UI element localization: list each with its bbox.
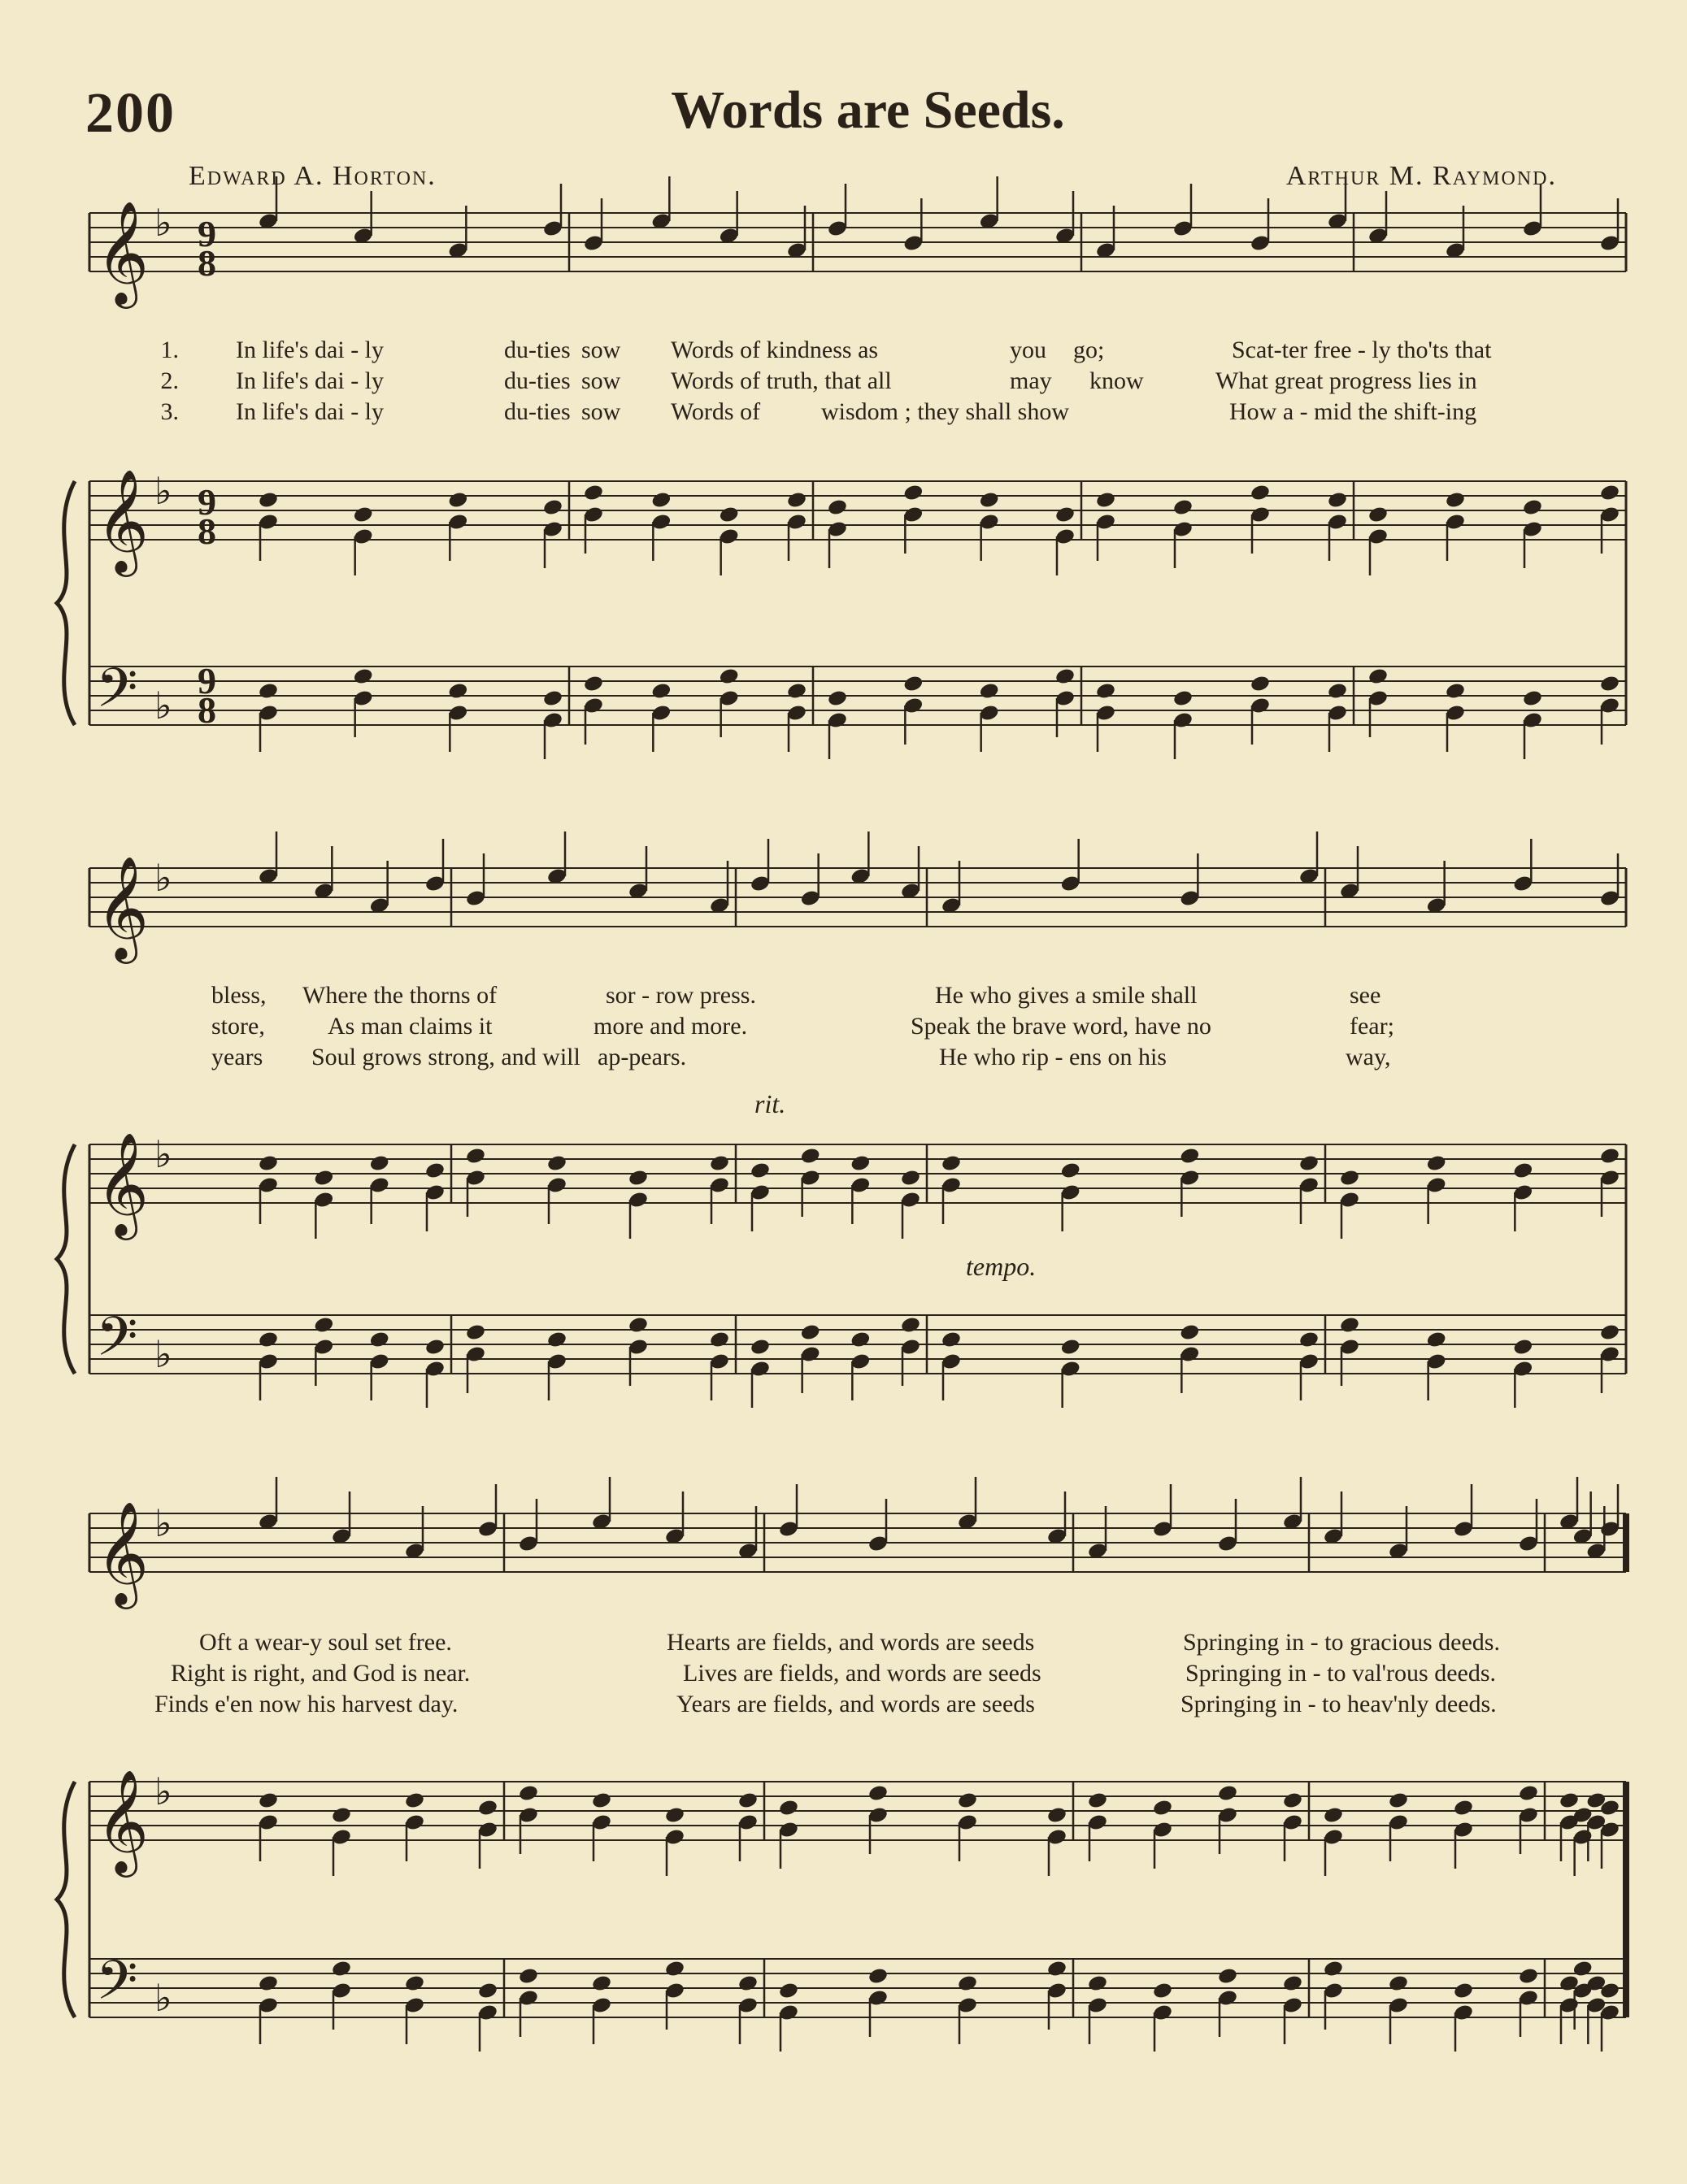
note-head bbox=[650, 682, 672, 701]
note-head bbox=[258, 1974, 279, 1993]
note-head bbox=[750, 1338, 771, 1357]
treble-clef-icon: 𝄞 bbox=[96, 468, 150, 572]
note-heads bbox=[258, 176, 1620, 2052]
note-head bbox=[1522, 689, 1543, 708]
lyric-segment: What great progress lies in bbox=[1215, 367, 1477, 394]
verse-3-line bbox=[154, 1689, 1634, 1720]
brace bbox=[57, 1144, 75, 1374]
note-head bbox=[258, 1331, 279, 1349]
note-head bbox=[709, 1331, 730, 1349]
lyric-segment: Right is right, and God is near. bbox=[171, 1660, 471, 1687]
note-head bbox=[1095, 682, 1116, 701]
note-head bbox=[1388, 1974, 1409, 1993]
flat-icon: ♭ bbox=[154, 471, 172, 512]
verse-1-line bbox=[211, 980, 1480, 1011]
note-head bbox=[628, 1169, 649, 1188]
lyric-segment: In life's dai - ly bbox=[236, 398, 385, 425]
note-head bbox=[331, 1960, 352, 1978]
note-head bbox=[1087, 1974, 1108, 1993]
time-sig-top: 9 bbox=[198, 481, 216, 523]
time-sig-bottom: 8 bbox=[198, 242, 216, 284]
note-head bbox=[1518, 1784, 1539, 1803]
lyric-segment: may bbox=[1010, 367, 1052, 394]
lyric-segment: Where the thorns of bbox=[302, 982, 498, 1009]
lyric-segment: see bbox=[1350, 982, 1381, 1009]
lyric-segment: Scat-ter free - ly tho'ts that bbox=[1232, 337, 1492, 363]
note-head bbox=[1512, 1161, 1533, 1180]
clefs bbox=[96, 200, 172, 2025]
note-head bbox=[1327, 682, 1348, 701]
system-3-lyrics bbox=[154, 1627, 1634, 1720]
lyric-segment: go; bbox=[1073, 337, 1105, 363]
lyric-segment: Years are fields, and words are seeds bbox=[676, 1691, 1035, 1717]
lyric-segment: du-ties bbox=[504, 337, 571, 363]
lyric-segment: more and more. bbox=[593, 1013, 748, 1040]
note-head bbox=[1388, 1791, 1409, 1810]
time-signature-bass bbox=[198, 660, 216, 731]
treble-clef-icon: 𝄞 bbox=[96, 200, 150, 304]
note-head bbox=[1179, 1323, 1200, 1342]
note-head bbox=[628, 1316, 649, 1335]
lyric-segment: Lives are fields, and words are seeds bbox=[683, 1660, 1041, 1687]
note-head bbox=[1367, 667, 1389, 686]
note-head bbox=[1250, 484, 1271, 502]
treble-clef-icon: 𝄞 bbox=[96, 1131, 150, 1235]
lyric-segment: years bbox=[211, 1044, 263, 1070]
bass-clef-icon: 𝄢 bbox=[96, 657, 138, 732]
note-head bbox=[465, 1147, 486, 1166]
note-head bbox=[1095, 491, 1116, 510]
note-head bbox=[1179, 1147, 1200, 1166]
page-number: 200 bbox=[85, 82, 176, 145]
note-head bbox=[1339, 1169, 1360, 1188]
lyric-segment: sor - row press. bbox=[606, 982, 756, 1009]
lyric-segment: As man claims it bbox=[328, 1013, 493, 1040]
system-1-lyrics bbox=[160, 335, 1618, 428]
note-head bbox=[664, 1806, 685, 1825]
note-head bbox=[900, 1316, 921, 1335]
note-head bbox=[1046, 1806, 1067, 1825]
note-head bbox=[900, 1169, 921, 1188]
note-head bbox=[786, 491, 807, 510]
note-head bbox=[353, 667, 374, 686]
flat-icon: ♭ bbox=[154, 685, 172, 727]
note-head bbox=[1599, 1147, 1620, 1166]
note-head bbox=[1518, 1967, 1539, 1986]
verse-number: 2. bbox=[160, 367, 179, 394]
rit-marking: rit. bbox=[754, 1089, 786, 1118]
note-head bbox=[800, 1147, 821, 1166]
lyric-segment: He who gives a smile shall bbox=[935, 982, 1198, 1009]
note-head bbox=[664, 1960, 685, 1978]
system-2-lyrics bbox=[211, 980, 1480, 1073]
note-head bbox=[827, 498, 848, 517]
note-head bbox=[1572, 1960, 1594, 1978]
note-head bbox=[465, 1323, 486, 1342]
note-head bbox=[1445, 682, 1466, 701]
note-head bbox=[258, 682, 279, 701]
flat-icon: ♭ bbox=[154, 1978, 172, 2019]
lyric-segment: Oft a wear-y soul set free. bbox=[199, 1629, 452, 1656]
note-head bbox=[258, 491, 279, 510]
note-head bbox=[369, 1154, 390, 1173]
note-head bbox=[1323, 1960, 1344, 1978]
lyric-segment: sow bbox=[581, 337, 621, 363]
note-head bbox=[369, 1331, 390, 1349]
note-head bbox=[404, 1791, 425, 1810]
lyric-segment: store, bbox=[211, 1013, 265, 1040]
lyric-segment: bless, bbox=[211, 982, 267, 1009]
verse-2-line bbox=[160, 366, 1618, 397]
note-head bbox=[1172, 498, 1194, 517]
note-head bbox=[1426, 1331, 1447, 1349]
note-head bbox=[258, 1154, 279, 1173]
note-head bbox=[800, 1323, 821, 1342]
note-head bbox=[867, 1784, 889, 1803]
flat-icon: ♭ bbox=[154, 1134, 172, 1175]
note-head bbox=[957, 1791, 978, 1810]
note-head bbox=[719, 506, 740, 524]
note-head bbox=[424, 1338, 446, 1357]
note-head bbox=[1599, 1323, 1620, 1342]
note-head bbox=[709, 1154, 730, 1173]
note-head bbox=[737, 1974, 759, 1993]
note-head bbox=[1054, 506, 1076, 524]
flat-icon: ♭ bbox=[154, 202, 172, 244]
note-head bbox=[1445, 491, 1466, 510]
verse-3-line bbox=[160, 397, 1618, 428]
lyric-segment: sow bbox=[581, 398, 621, 425]
brace bbox=[57, 481, 75, 725]
lyric-segment: Springing in - to gracious deeds. bbox=[1183, 1629, 1500, 1656]
staff-lines bbox=[57, 213, 1626, 2017]
note-head bbox=[404, 1974, 425, 1993]
lyric-segment: How a - mid the shift-ing bbox=[1229, 398, 1477, 425]
note-head bbox=[591, 1791, 612, 1810]
note-head bbox=[546, 1154, 567, 1173]
note-head bbox=[1426, 1154, 1447, 1173]
hymn-title-text: Words are Seeds. bbox=[671, 80, 1065, 140]
note-head bbox=[957, 1974, 978, 1993]
note-head bbox=[258, 1791, 279, 1810]
note-head bbox=[1054, 667, 1076, 686]
flat-icon: ♭ bbox=[154, 1503, 172, 1544]
note-head bbox=[902, 484, 924, 502]
verse-number: 3. bbox=[160, 398, 179, 425]
note-head bbox=[583, 675, 604, 693]
note-head bbox=[542, 498, 563, 517]
lyric-segment: Finds e'en now his harvest day. bbox=[154, 1691, 459, 1717]
composer-credit: Arthur M. Raymond. bbox=[1285, 161, 1557, 191]
tempo-marking: tempo. bbox=[966, 1252, 1037, 1281]
lyric-segment: Springing in - to heav'nly deeds. bbox=[1180, 1691, 1497, 1717]
lyric-segment: way, bbox=[1346, 1044, 1391, 1070]
verse-2-line bbox=[154, 1658, 1634, 1689]
note-head bbox=[1087, 1791, 1108, 1810]
verse-3-line bbox=[211, 1042, 1480, 1073]
note-head bbox=[313, 1169, 334, 1188]
note-head bbox=[867, 1967, 889, 1986]
note-head bbox=[546, 1331, 567, 1349]
lyric-segment: He who rip - ens on his bbox=[939, 1044, 1167, 1070]
verse-number: 1. bbox=[160, 337, 179, 363]
note-head bbox=[447, 682, 468, 701]
note-head bbox=[1512, 1338, 1533, 1357]
note-head bbox=[1453, 1982, 1474, 2000]
note-head bbox=[1339, 1316, 1360, 1335]
lyric-segment: you bbox=[1010, 337, 1046, 363]
note-head bbox=[786, 682, 807, 701]
note-head bbox=[979, 491, 1000, 510]
note-head bbox=[1060, 1338, 1081, 1357]
lyric-segment: In life's dai - ly bbox=[236, 367, 385, 394]
note-head bbox=[941, 1154, 962, 1173]
verse-1-line bbox=[160, 335, 1618, 366]
note-head bbox=[1367, 506, 1389, 524]
lyric-segment: fear; bbox=[1350, 1013, 1394, 1040]
lyric-segment: know bbox=[1089, 367, 1144, 394]
lyric-segment: Words of kindness as bbox=[671, 337, 879, 363]
note-head bbox=[1522, 498, 1543, 517]
note-head bbox=[737, 1791, 759, 1810]
time-sig-bottom: 8 bbox=[198, 689, 216, 731]
time-signature-melody bbox=[198, 213, 216, 284]
note-head bbox=[447, 491, 468, 510]
lyric-segment: sow bbox=[581, 367, 621, 394]
note-head bbox=[477, 1799, 498, 1817]
note-head bbox=[1298, 1331, 1320, 1349]
note-head bbox=[1250, 675, 1271, 693]
note-head bbox=[1282, 1791, 1303, 1810]
note-head bbox=[424, 1161, 446, 1180]
note-head bbox=[850, 1154, 871, 1173]
note-head bbox=[719, 667, 740, 686]
note-head bbox=[778, 1799, 799, 1817]
time-sig-top: 9 bbox=[198, 660, 216, 701]
note-head bbox=[850, 1331, 871, 1349]
note-head bbox=[1599, 675, 1620, 693]
lyric-segment: Speak the brave word, have no bbox=[911, 1013, 1211, 1040]
note-head bbox=[1327, 491, 1348, 510]
lyric-segment: Hearts are fields, and words are seeds bbox=[667, 1629, 1035, 1656]
lyric-segment: Words of truth, that all bbox=[671, 367, 892, 394]
note-head bbox=[1152, 1982, 1173, 2000]
lyric-segment: Soul grows strong, and will bbox=[311, 1044, 580, 1070]
barlines bbox=[89, 213, 1626, 2017]
note-head bbox=[518, 1967, 539, 1986]
flat-icon: ♭ bbox=[154, 858, 172, 899]
note-head bbox=[1152, 1799, 1173, 1817]
note-head bbox=[313, 1316, 334, 1335]
note-head bbox=[353, 506, 374, 524]
treble-clef-icon: 𝄞 bbox=[96, 1769, 150, 1873]
note-head bbox=[542, 689, 563, 708]
lyric-segment: In life's dai - ly bbox=[236, 337, 385, 363]
note-head bbox=[1060, 1161, 1081, 1180]
treble-clef-icon: 𝄞 bbox=[96, 855, 150, 959]
note-head bbox=[1217, 1967, 1238, 1986]
note-head bbox=[941, 1331, 962, 1349]
note-head bbox=[591, 1974, 612, 1993]
note-head bbox=[1172, 689, 1194, 708]
flat-icon: ♭ bbox=[154, 1771, 172, 1813]
note-head bbox=[1559, 1791, 1580, 1810]
lyric-segment: Springing in - to val'rous deeds. bbox=[1185, 1660, 1497, 1687]
note-head bbox=[778, 1982, 799, 2000]
note-head bbox=[979, 682, 1000, 701]
note-head bbox=[1323, 1806, 1344, 1825]
note-head bbox=[1599, 484, 1620, 502]
lyric-segment: du-ties bbox=[504, 367, 571, 394]
note-head bbox=[650, 491, 672, 510]
author-credit: Edward A. Horton. bbox=[189, 161, 437, 191]
note-head bbox=[902, 675, 924, 693]
lyric-segment: Words of bbox=[671, 398, 761, 425]
verse-1-line bbox=[154, 1627, 1634, 1658]
time-sig-top: 9 bbox=[198, 213, 216, 254]
note-head bbox=[518, 1784, 539, 1803]
note-head bbox=[750, 1161, 771, 1180]
note-head bbox=[1298, 1154, 1320, 1173]
time-signature-treble bbox=[198, 481, 216, 552]
note-head bbox=[1282, 1974, 1303, 1993]
note-head bbox=[827, 689, 848, 708]
verse-2-line bbox=[211, 1011, 1480, 1042]
note-head bbox=[1046, 1960, 1067, 1978]
note-head bbox=[1217, 1784, 1238, 1803]
lyric-segment: du-ties bbox=[504, 398, 571, 425]
brace bbox=[57, 1782, 75, 2017]
note-head bbox=[583, 484, 604, 502]
treble-clef-icon: 𝄞 bbox=[96, 1500, 150, 1604]
note-head bbox=[331, 1806, 352, 1825]
bass-clef-icon: 𝄢 bbox=[96, 1949, 138, 2025]
flat-icon: ♭ bbox=[154, 1334, 172, 1375]
lyric-segment: ap-pears. bbox=[598, 1044, 687, 1070]
lyric-segment: wisdom ; they shall show bbox=[821, 398, 1069, 425]
note-head bbox=[1453, 1799, 1474, 1817]
time-sig-bottom: 8 bbox=[198, 510, 216, 552]
note-head bbox=[477, 1982, 498, 2000]
bass-clef-icon: 𝄢 bbox=[96, 1305, 138, 1381]
